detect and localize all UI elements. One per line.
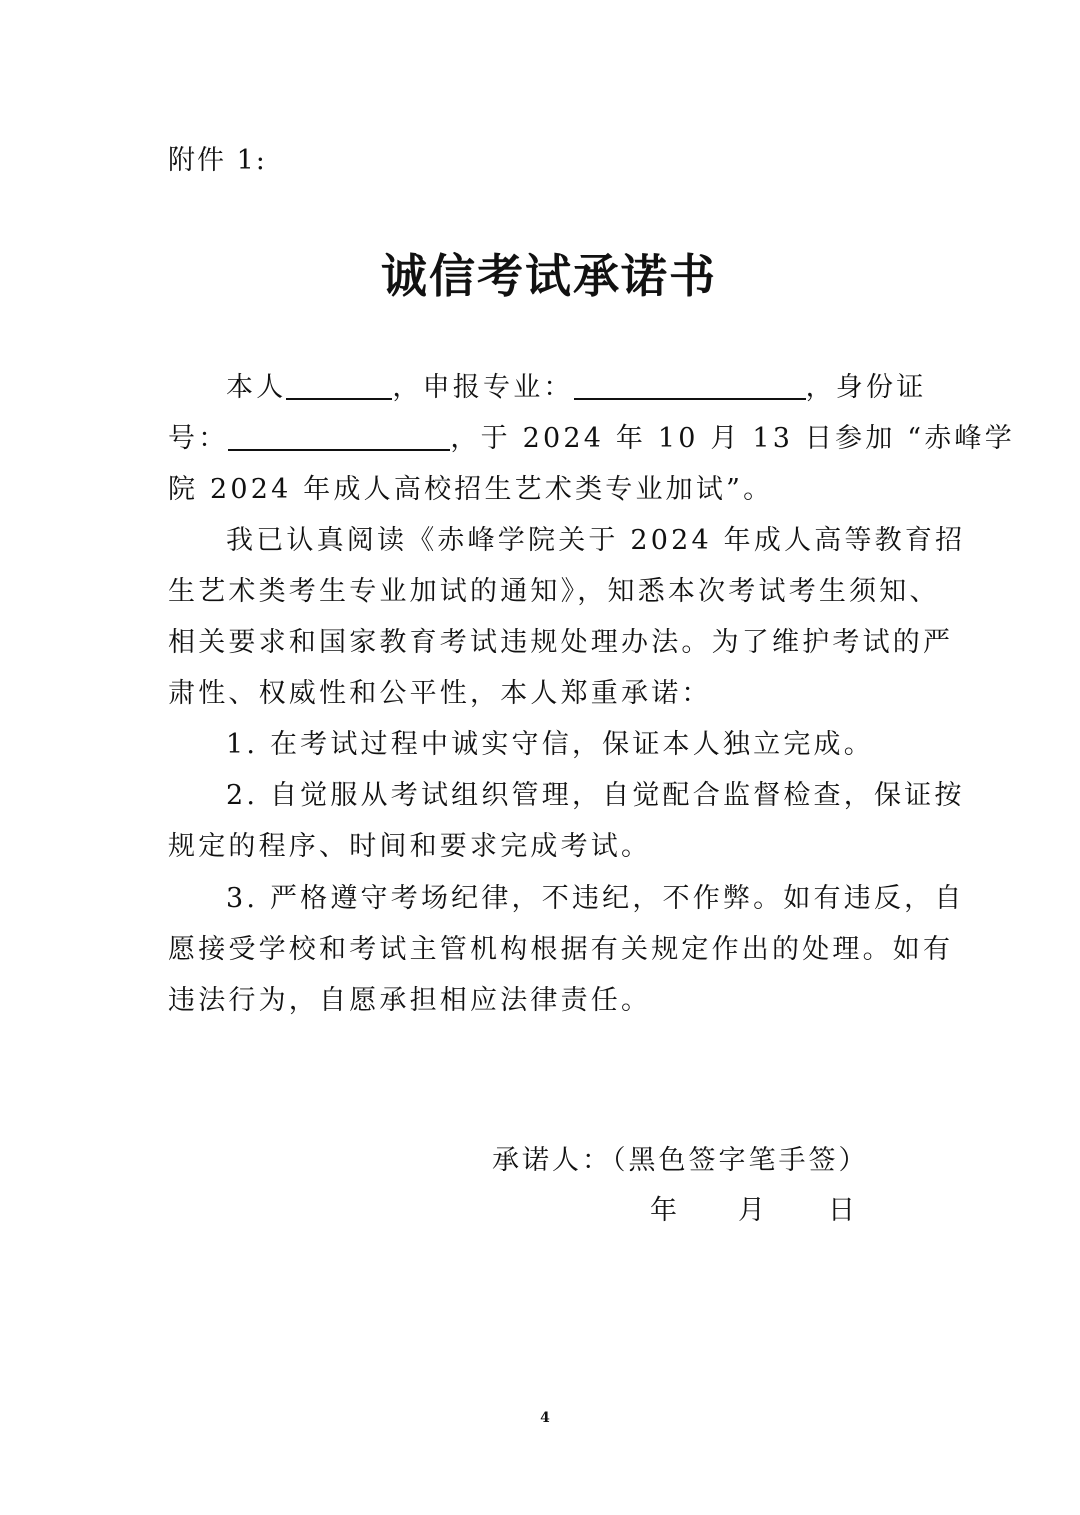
date-year-label: 年 (650, 1195, 677, 1226)
pledge-intro-line-3: 院 2024 年成人高校招生艺术类专业加试”。 (168, 474, 774, 505)
name-label: 本人 (226, 372, 287, 403)
attachment-label: 附件 1: (168, 145, 267, 176)
pledge-item-1 (168, 719, 923, 770)
read-notice-line: 我已认真阅读《赤峰学院关于 2024 年成人高等教育招 (226, 525, 966, 556)
name-blank[interactable] (286, 368, 392, 400)
id-label-end: 号： (168, 423, 229, 454)
pledge-item-2 (168, 770, 965, 872)
major-label: ，申报专业： (392, 372, 574, 403)
date-month-label: 月 (738, 1195, 765, 1226)
read-notice-paragraph (168, 515, 966, 719)
pledge-intro-line-2 (168, 413, 1015, 464)
exam-info-text: ，于 2024 年 10 月 13 日参加 “赤峰学 (450, 423, 1015, 454)
pledge-item-line: 1. 在考试过程中诚实守信，保证本人独立完成。 (226, 729, 874, 760)
pledge-item-line: 3. 严格遵守考场纪律，不违纪，不作弊。如有违反，自 (226, 883, 965, 914)
pledge-intro-line-1 (168, 362, 927, 413)
pledge-item-3 (168, 873, 965, 1026)
read-notice-line: 相关要求和国家教育考试违规处理办法。为了维护考试的严 (168, 627, 954, 658)
document-title: 诚信考试承诺书 (381, 249, 717, 303)
page-number: 4 (540, 1410, 550, 1426)
signature-label: 承诺人：（黑色签字笔手签） (492, 1145, 869, 1176)
major-blank[interactable] (574, 368, 806, 400)
id-label-start: ，身份证 (805, 372, 927, 403)
date-day-label: 日 (828, 1195, 855, 1226)
id-number-blank[interactable] (228, 419, 450, 451)
read-notice-line: 生艺术类考生专业加试的通知》，知悉本次考试考生须知、 (168, 576, 940, 607)
pledge-item-line: 规定的程序、时间和要求完成考试。 (168, 831, 652, 862)
pledge-item-line: 2. 自觉服从考试组织管理，自觉配合监督检查，保证按 (226, 780, 965, 811)
pledge-item-line: 愿接受学校和考试主管机构根据有关规定作出的处理。如有 (168, 934, 954, 965)
pledge-intro-paragraph (168, 362, 1015, 515)
pledge-item-line: 违法行为，自愿承担相应法律责任。 (168, 985, 652, 1016)
read-notice-line: 肃性、权威性和公平性，本人郑重承诺： (168, 678, 712, 709)
